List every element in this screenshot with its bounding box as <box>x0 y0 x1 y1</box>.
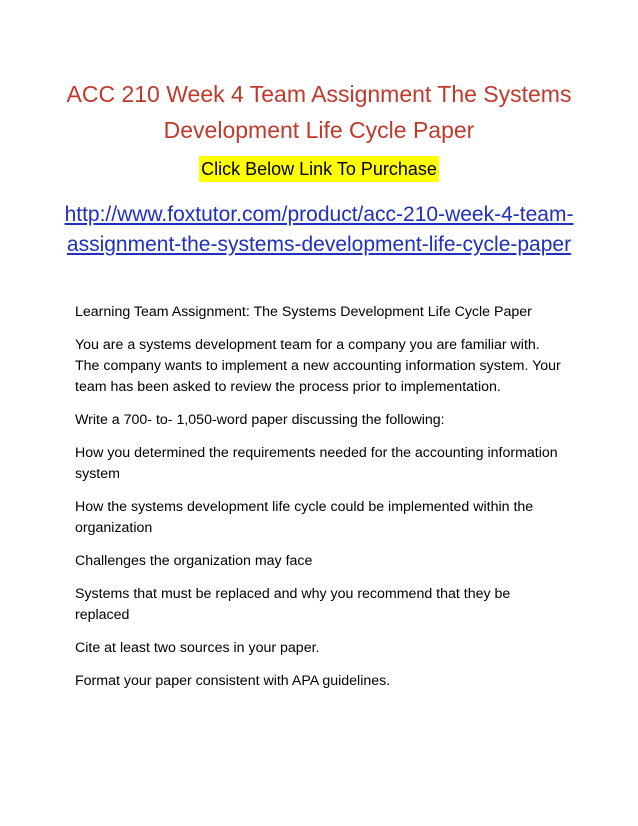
assignment-intro: You are a systems development team for a company you are familiar with. The company wants to implement a new accounting information system. Your team has been asked to review the process prior to implementation. <box>75 337 561 395</box>
requirement-item: How you determined the requirements needed for the accounting information system <box>75 445 558 482</box>
purchase-link[interactable]: http://www.foxtutor.com/product/acc-210-week-4-team-assignment-the-systems-development-life-cycle-paper <box>64 203 574 256</box>
requirement-item: Systems that must be replaced and why you recommend that they be replaced <box>75 586 511 623</box>
purchase-cta: Click Below Link To Purchase <box>199 156 439 182</box>
assignment-instruction: Write a 700- to- 1,050-word paper discussing the following: <box>75 412 445 428</box>
requirement-item: How the systems development life cycle could be implemented within the organization <box>75 499 534 536</box>
assignment-heading: Learning Team Assignment: The Systems Development Life Cycle Paper <box>75 304 532 320</box>
requirement-item: Challenges the organization may face <box>75 553 313 569</box>
assignment-body <box>75 302 567 704</box>
cta-container <box>0 156 638 182</box>
citation-note: Cite at least two sources in your paper. <box>75 640 320 656</box>
document-title: ACC 210 Week 4 Team Assignment The Systems Development Life Cycle Paper <box>66 81 572 143</box>
format-note: Format your paper consistent with APA guidelines. <box>75 673 391 689</box>
